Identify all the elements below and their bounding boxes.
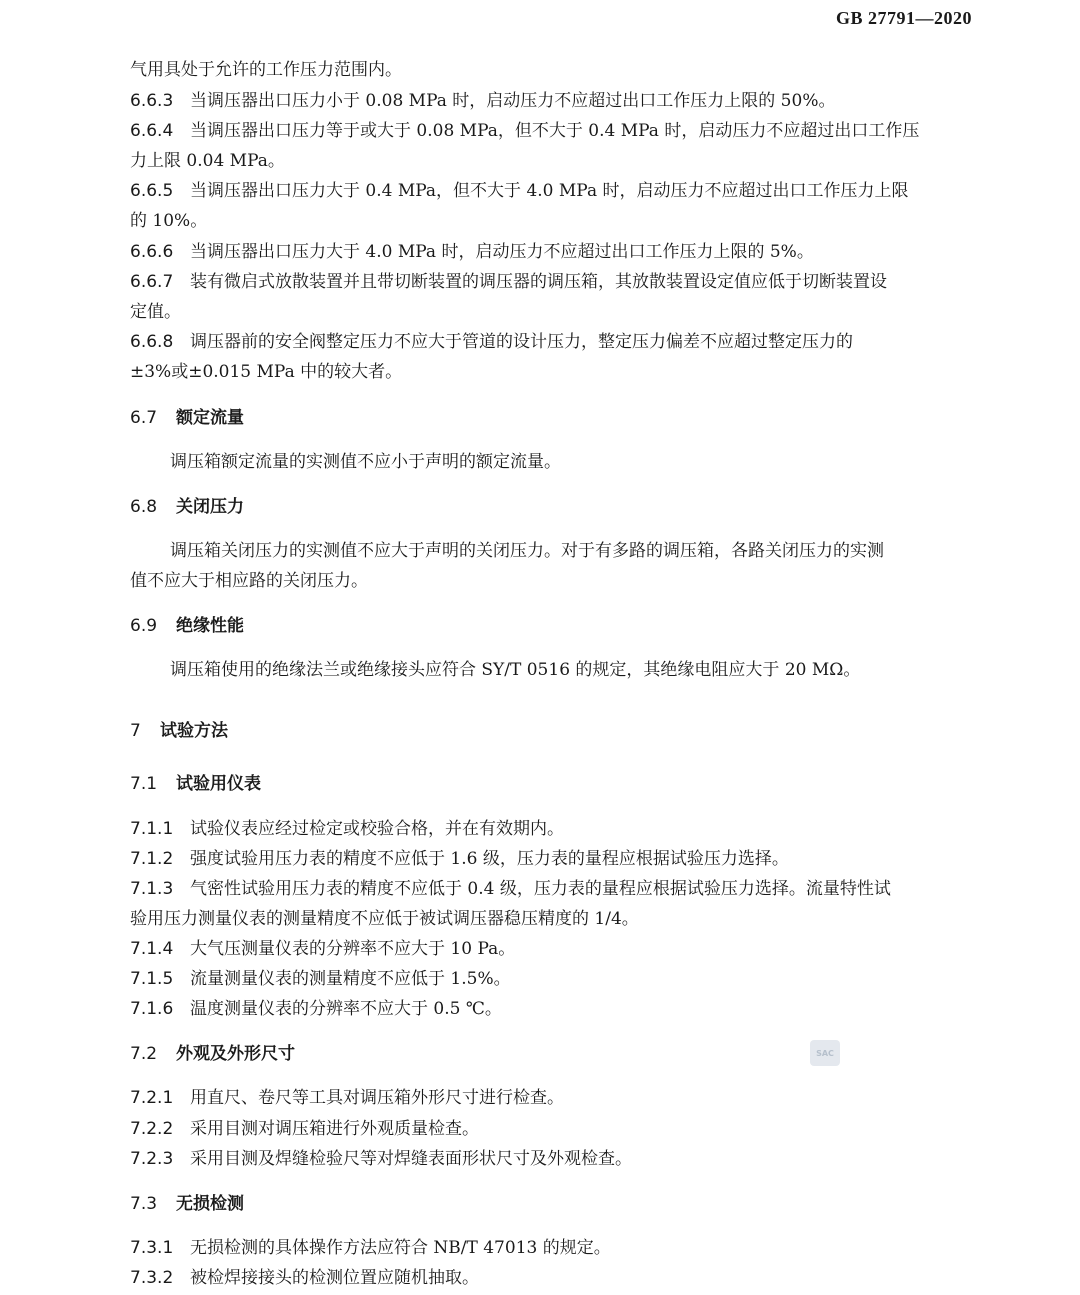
chapter-heading-7: [130, 716, 228, 746]
clause-number: 7.3.1: [130, 1238, 174, 1258]
clause-7-1-3: [130, 874, 972, 904]
clause-number: 6.6.4: [130, 121, 174, 141]
chapter-title: 试验方法: [160, 721, 228, 741]
section-number: 6.8: [130, 497, 158, 517]
clause-text: 采用目测及焊缝检验尺等对焊缝表面形状尺寸及外观检查。: [190, 1149, 632, 1169]
clause-text: 流量测量仪表的测量精度不应低于 1.5%。: [190, 969, 511, 989]
clause-continuation: ±3%或±0.015 MPa 中的较大者。: [130, 362, 403, 382]
clause-text: 当调压器出口压力小于 0.08 MPa 时，启动压力不应超过出口工作压力上限的 50%。: [190, 91, 836, 111]
clause-text: 当调压器出口压力大于 0.4 MPa，但不大于 4.0 MPa 时，启动压力不应超过出口工作压力上限: [190, 181, 909, 201]
clause-continuation: 验用压力测量仪表的测量精度不应低于被试调压器稳压精度的 1/4。: [130, 909, 639, 929]
clause-continuation: 的 10%。: [130, 211, 208, 231]
clause-number: 7.3.2: [130, 1268, 174, 1288]
clause-number: 7.2.2: [130, 1119, 174, 1139]
clause-text: 调压器前的安全阀整定压力不应大于管道的设计压力，整定压力偏差不应超过整定压力的: [190, 332, 853, 352]
clause-number: 7.2.1: [130, 1088, 174, 1108]
clause-7-1-1: [130, 814, 972, 844]
clause-number: 7.1.3: [130, 879, 174, 899]
clause-7-2-2: [130, 1114, 972, 1144]
clause-text: 温度测量仪表的分辨率不应大于 0.5 ℃。: [190, 999, 502, 1019]
clause-6-6-5: [130, 176, 972, 206]
clause-7-1-4: [130, 934, 972, 964]
clause-text: 当调压器出口压力等于或大于 0.08 MPa，但不大于 0.4 MPa 时，启动压力不应超过出口工作压: [190, 121, 920, 141]
clause-text: 无损检测的具体操作方法应符合 NB/T 47013 的规定。: [190, 1238, 611, 1258]
section-title: 无损检测: [176, 1194, 244, 1214]
clause-number: 6.6.5: [130, 181, 174, 201]
clause-number: 6.6.3: [130, 91, 174, 111]
clause-number: 7.1.5: [130, 969, 174, 989]
section-number: 7.2: [130, 1044, 158, 1064]
sac-watermark-logo: SAC: [810, 1040, 840, 1066]
clause-7-3-2: [130, 1263, 972, 1293]
section-heading-7-1: [130, 769, 261, 799]
section-title: 外观及外形尺寸: [176, 1044, 295, 1064]
section-heading-6-8: [130, 492, 244, 522]
section-title: 额定流量: [176, 408, 244, 428]
clause-number: 7.1.4: [130, 939, 174, 959]
clause-text: 当调压器出口压力大于 4.0 MPa 时，启动压力不应超过出口工作压力上限的 5%。: [190, 242, 814, 262]
clause-number: 7.1.2: [130, 849, 174, 869]
clause-6-6-3: [130, 86, 972, 116]
clause-7-2-3: [130, 1144, 972, 1174]
clause-text: 被检焊接接头的检测位置应随机抽取。: [190, 1268, 479, 1288]
clause-text: 试验仪表应经过检定或校验合格，并在有效期内。: [190, 819, 564, 839]
clause-number: 6.6.8: [130, 332, 174, 352]
clause-text: 用直尺、卷尺等工具对调压箱外形尺寸进行检查。: [190, 1088, 564, 1108]
clause-number: 6.6.7: [130, 272, 174, 292]
section-title: 关闭压力: [176, 497, 244, 517]
clause-text: 采用目测对调压箱进行外观质量检查。: [190, 1119, 479, 1139]
clause-6-6-8: [130, 327, 972, 357]
clause-number: 7.2.3: [130, 1149, 174, 1169]
section-number: 7.3: [130, 1194, 158, 1214]
clause-7-1-5: [130, 964, 972, 994]
section-title: 绝缘性能: [176, 616, 244, 636]
section-heading-6-7: [130, 403, 244, 433]
clause-7-2-1: [130, 1083, 972, 1113]
clause-text: 气密性试验用压力表的精度不应低于 0.4 级，压力表的量程应根据试验压力选择。流量特性试: [190, 879, 891, 899]
section-heading-6-9: [130, 611, 244, 641]
clause-continuation: 定值。: [130, 302, 181, 322]
clause-text: 大气压测量仪表的分辨率不应大于 10 Pa。: [190, 939, 516, 959]
clause-7-1-6: [130, 994, 972, 1024]
clause-number: 7.1.1: [130, 819, 174, 839]
section-number: 6.9: [130, 616, 158, 636]
section-heading-7-2: [130, 1039, 295, 1069]
paragraph-line: 气用具处于允许的工作压力范围内。: [130, 60, 402, 80]
paragraph-line: 调压箱使用的绝缘法兰或绝缘接头应符合 SY/T 0516 的规定，其绝缘电阻应大于 20 MΩ。: [170, 660, 861, 680]
section-heading-7-3: [130, 1189, 244, 1219]
paragraph-line: 值不应大于相应路的关闭压力。: [130, 571, 368, 591]
section-number: 6.7: [130, 408, 158, 428]
clause-text: 强度试验用压力表的精度不应低于 1.6 级，压力表的量程应根据试验压力选择。: [190, 849, 789, 869]
clause-text: 装有微启式放散装置并且带切断装置的调压器的调压箱，其放散装置设定值应低于切断装置设: [190, 272, 887, 292]
chapter-number: 7: [130, 721, 141, 741]
clause-7-3-1: [130, 1233, 972, 1263]
clause-7-1-2: [130, 844, 972, 874]
clause-number: 7.1.6: [130, 999, 174, 1019]
paragraph-line: 调压箱额定流量的实测值不应小于声明的额定流量。: [170, 452, 561, 472]
clause-6-6-6: [130, 237, 972, 267]
clause-6-6-4: [130, 116, 972, 146]
clause-continuation: 力上限 0.04 MPa。: [130, 151, 285, 171]
clause-number: 6.6.6: [130, 242, 174, 262]
standard-code-header: GB 27791—2020: [835, 8, 972, 28]
paragraph-line: 调压箱关闭压力的实测值不应大于声明的关闭压力。对于有多路的调压箱，各路关闭压力的实测: [170, 541, 884, 561]
section-title: 试验用仪表: [176, 774, 261, 794]
clause-6-6-7: [130, 267, 972, 297]
section-number: 7.1: [130, 774, 158, 794]
